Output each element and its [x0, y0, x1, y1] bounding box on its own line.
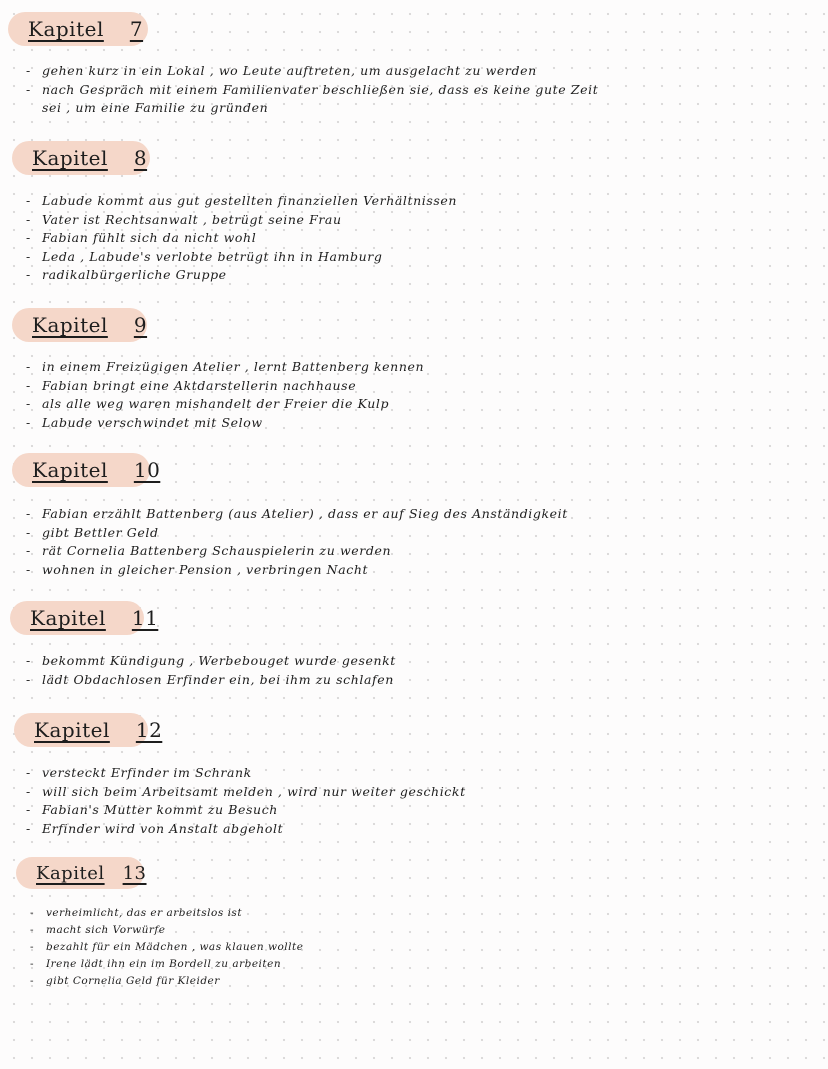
list-item: - rät Cornelia Battenberg Schauspielerin zu werden — [26, 542, 568, 561]
chapter-number: 11 — [131, 606, 159, 630]
chapter-notes-list — [26, 192, 457, 285]
list-item: - Vater ist Rechtsanwalt , betrügt seine Frau — [26, 211, 457, 230]
chapter-label: Kapitel — [32, 458, 108, 482]
list-item: - versteckt Erfinder im Schrank — [26, 764, 466, 783]
list-item: - will sich beim Arbeitsamt melden , wird nur weiter geschickt — [26, 783, 466, 802]
chapter-notes-list — [26, 652, 396, 689]
chapter-heading — [12, 141, 150, 175]
chapter-heading — [10, 601, 159, 635]
list-item: - gibt Bettler Geld — [26, 524, 568, 543]
chapter-heading — [8, 12, 148, 46]
list-item: - Irene lädt ihn ein im Bordell zu arbeiten — [30, 956, 303, 973]
list-item: - Fabian fühlt sich da nicht wohl — [26, 229, 457, 248]
list-item: - lädt Obdachlosen Erfinder ein, bei ihm zu schlafen — [26, 671, 396, 690]
chapter-label: Kapitel — [32, 313, 108, 337]
chapter-notes-list — [26, 358, 424, 432]
chapter-label: Kapitel — [34, 718, 110, 742]
list-item: - wohnen in gleicher Pension , verbringen Nacht — [26, 561, 568, 580]
chapter-number: 13 — [122, 862, 147, 884]
list-item: - Erfinder wird von Anstalt abgeholt — [26, 820, 466, 839]
list-item: - gibt Cornelia Geld für Kleider — [30, 973, 303, 990]
list-item: - gehen kurz in ein Lokal , wo Leute auftreten, um ausgelacht zu werden — [26, 62, 598, 81]
chapter-heading — [12, 308, 147, 342]
chapter-number: 7 — [129, 17, 144, 41]
chapter-label: Kapitel — [32, 146, 108, 170]
list-item: - Labude verschwindet mit Selow — [26, 414, 424, 433]
list-item: - radikalbürgerliche Gruppe — [26, 266, 457, 285]
list-item: - Leda , Labude's verlobte betrügt ihn in Hamburg — [26, 248, 457, 267]
list-item: - bezahlt für ein Mädchen , was klauen wollte — [30, 939, 303, 956]
chapter-number: 10 — [133, 458, 161, 482]
chapter-label: Kapitel — [30, 606, 106, 630]
chapter-number: 9 — [133, 313, 148, 337]
list-item: - Fabian bringt eine Aktdarstellerin nachhause — [26, 377, 424, 396]
chapter-notes-list — [26, 62, 598, 118]
list-item: - Fabian's Mutter kommt zu Besuch — [26, 801, 466, 820]
chapter-notes-list — [30, 905, 303, 990]
chapter-heading — [12, 453, 161, 487]
chapter-label: Kapitel — [28, 17, 104, 41]
chapter-number: 12 — [135, 718, 163, 742]
list-item: sei , um eine Familie zu gründen — [42, 100, 269, 115]
chapter-label: Kapitel — [36, 862, 105, 884]
chapter-heading — [16, 857, 147, 889]
chapter-number: 8 — [133, 146, 148, 170]
list-item: - als alle weg waren mishandelt der Freier die Kulp — [26, 395, 424, 414]
list-item: - Fabian erzählt Battenberg (aus Atelier) , dass er auf Sieg des Anständigkeit — [26, 505, 568, 524]
list-item: - Labude kommt aus gut gestellten finanziellen Verhältnissen — [26, 192, 457, 211]
list-item: - macht sich Vorwürfe — [30, 922, 303, 939]
list-item: - verheimlicht, das er arbeitslos ist — [30, 905, 303, 922]
chapter-notes-list — [26, 505, 568, 579]
chapter-heading — [14, 713, 163, 747]
list-item: - in einem Freizügigen Atelier , lernt Battenberg kennen — [26, 358, 424, 377]
list-item: - bekommt Kündigung , Werbebouget wurde gesenkt — [26, 652, 396, 671]
chapter-notes-list — [26, 764, 466, 838]
list-item: - nach Gespräch mit einem Familienvater beschließen sie, dass es keine gute Zeit — [26, 81, 598, 100]
